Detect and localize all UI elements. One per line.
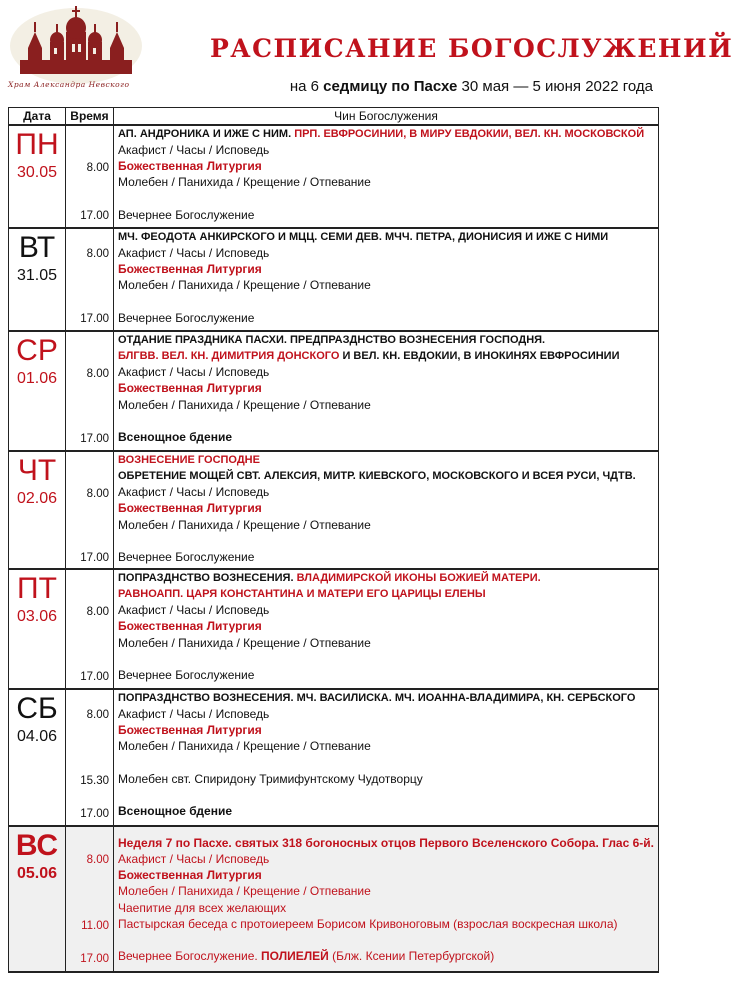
time-cell <box>66 826 114 972</box>
service-vespers: Вечернее Богослужение <box>118 667 255 682</box>
service-item: Акафист / Часы / Исповедь <box>118 603 270 618</box>
day-date: 31.05 <box>16 266 58 284</box>
time-value: 17.00 <box>80 551 109 564</box>
day-cell-sat <box>9 689 66 826</box>
day-of-week: СБ <box>16 691 58 725</box>
service-item: Акафист / Часы / Исповедь <box>118 365 270 380</box>
vespers-note: (Блж. Ксении Петербургской) <box>328 949 495 964</box>
service-liturgy: Божественная Литургия <box>118 723 262 738</box>
time-value: 8.00 <box>86 605 109 618</box>
service-item: Акафист / Часы / Исповедь <box>118 851 270 866</box>
service-item: Акафист / Часы / Исповедь <box>118 245 270 260</box>
day-of-week: ПТ <box>17 571 57 605</box>
time-value: 8.00 <box>86 487 109 500</box>
time-cell <box>66 331 114 451</box>
day-of-week: ВТ <box>18 230 56 264</box>
feast-title <box>118 126 658 142</box>
rite-cell <box>114 826 659 972</box>
feast-title-red: БЛГВВ. ВЕЛ. КН. ДИМИТРИЯ ДОНСКОГО <box>118 349 340 362</box>
service-vespers <box>118 948 658 964</box>
time-cell <box>66 451 114 569</box>
day-date: 04.06 <box>16 727 58 745</box>
table-row <box>9 569 659 689</box>
service-vespers: Вечернее Богослужение <box>118 207 255 222</box>
service-item: Молебен / Панихида / Крещение / Отпевание <box>118 397 371 412</box>
service-item: Молебен / Панихида / Крещение / Отпевание <box>118 739 371 754</box>
time-cell <box>66 228 114 331</box>
feast-title: ПОПРАЗДНСТВО ВОЗНЕСЕНИЯ. МЧ. ВАСИЛИСКА. МЧ. ИОАННА-ВЛАДИМИРА, КН. СЕРБСКОГО <box>118 691 636 704</box>
service-liturgy: Божественная Литургия <box>118 381 262 396</box>
time-value: 8.00 <box>86 161 109 174</box>
service-item: Акафист / Часы / Исповедь <box>118 485 270 500</box>
day-of-week: СР <box>16 333 58 367</box>
service-talk: Пастырская беседа с протоиереем Борисом Кривоноговым (взрослая воскресная школа) <box>118 916 618 931</box>
service-vigil: Всенощное бдение <box>118 803 233 818</box>
day-date: 05.06 <box>16 864 58 882</box>
service-item: Молебен / Панихида / Крещение / Отпевание <box>118 884 371 899</box>
day-date: 02.06 <box>16 489 58 507</box>
time-value: 15.30 <box>80 774 109 787</box>
time-value: 17.00 <box>80 670 109 683</box>
time-cell <box>66 689 114 826</box>
service-liturgy: Божественная Литургия <box>118 262 262 277</box>
day-of-week: ПН <box>15 127 59 161</box>
service-moleben-spiridon: Молебен свт. Спиридону Тримифунтскому Чудотворцу <box>118 771 423 786</box>
service-liturgy: Божественная Литургия <box>118 619 262 634</box>
page-subtitle <box>220 78 653 95</box>
time-cell <box>66 125 114 228</box>
service-item: Акафист / Часы / Исповедь <box>118 706 270 721</box>
time-value: 8.00 <box>86 853 109 866</box>
day-cell-thu <box>9 451 66 569</box>
feast-title-part: ПОПРАЗДНСТВО ВОЗНЕСЕНИЯ. <box>118 571 297 584</box>
table-row <box>9 331 659 451</box>
rite-cell <box>114 689 659 826</box>
table-header-row <box>9 108 659 125</box>
day-of-week: ЧТ <box>17 453 57 487</box>
polieley-label: ПОЛИЕЛЕЙ <box>261 949 329 964</box>
service-liturgy: Божественная Литургия <box>118 159 262 174</box>
service-vespers: Вечернее Богослужение <box>118 549 255 564</box>
vespers-text: Вечернее Богослужение. <box>118 949 262 964</box>
day-cell-tue <box>9 228 66 331</box>
service-tea: Чаепитие для всех желающих <box>118 900 287 915</box>
subtitle-prefix: на 6 <box>289 78 324 95</box>
column-header-time: Время <box>66 108 114 125</box>
subtitle-week: седмицу по Пасхе <box>323 78 458 95</box>
time-value: 17.00 <box>80 209 109 222</box>
feast-title-red: ВЛАДИМИРСКОЙ ИКОНЫ БОЖИЕЙ МАТЕРИ. <box>296 571 541 584</box>
service-item: Молебен / Панихида / Крещение / Отпевание <box>118 635 371 650</box>
feast-title-part: И ВЕЛ. КН. ЕВДОКИИ, В ИНОКИНЯХ ЕВФРОСИНИИ <box>339 349 620 362</box>
feast-title-red: ПРП. ЕВФРОСИНИИ, В МИРУ ЕВДОКИИ, ВЕЛ. КН. МОСКОВСКОЙ <box>294 127 645 140</box>
feast-title-red: Неделя 7 по Пасхе. святых 318 богоносных отцов Первого Вселенского Собора. Глас 6-й. <box>118 835 654 850</box>
rite-cell <box>114 125 659 228</box>
feast-title-red: ВОЗНЕСЕНИЕ ГОСПОДНЕ <box>118 453 260 466</box>
day-cell-sun <box>9 826 66 972</box>
page-title: РАСПИСАНИЕ БОГОСЛУЖЕНИЙ <box>210 34 733 63</box>
rite-cell <box>114 569 659 689</box>
time-value: 17.00 <box>80 807 109 820</box>
time-value: 17.00 <box>80 952 109 965</box>
table-row <box>9 228 659 331</box>
day-date: 01.06 <box>16 369 58 387</box>
time-value: 11.00 <box>81 919 109 932</box>
time-value: 17.00 <box>80 312 109 325</box>
feast-title <box>118 570 658 586</box>
service-vespers: Вечернее Богослужение <box>118 310 255 325</box>
rite-cell <box>114 451 659 569</box>
service-item: Акафист / Часы / Исповедь <box>118 142 270 157</box>
day-date: 30.05 <box>16 163 58 181</box>
table-row <box>9 689 659 826</box>
time-value: 8.00 <box>86 367 109 380</box>
service-liturgy: Божественная Литургия <box>118 501 262 516</box>
logo-caption: Храм Александра Невского <box>8 80 130 89</box>
time-value: 17.00 <box>80 432 109 445</box>
service-vigil: Всенощное бдение <box>118 429 233 444</box>
rite-cell <box>114 228 659 331</box>
day-date: 03.06 <box>16 607 58 625</box>
service-item: Молебен / Панихида / Крещение / Отпевание <box>118 278 371 293</box>
table-row <box>9 826 659 972</box>
rite-cell <box>114 331 659 451</box>
table-row <box>9 125 659 228</box>
feast-title <box>118 348 658 364</box>
time-value: 8.00 <box>86 247 109 260</box>
feast-title: ОТДАНИЕ ПРАЗДНИКА ПАСХИ. ПРЕДПРАЗДНСТВО ВОЗНЕСЕНИЯ ГОСПОДНЯ. <box>118 333 546 346</box>
feast-title: МЧ. ФЕОДОТА АНКИРСКОГО И МЦЦ. СЕМИ ДЕВ. МЧЧ. ПЕТРА, ДИОНИСИЯ И ИЖЕ С НИМИ <box>118 230 609 243</box>
day-cell-mon <box>9 125 66 228</box>
feast-title: ОБРЕТЕНИЕ МОЩЕЙ СВТ. АЛЕКСИЯ, МИТР. КИЕВСКОГО, МОСКОВСКОГО И ВСЕЯ РУСИ, ЧДТВ. <box>118 469 636 482</box>
column-header-rite: Чин Богослужения <box>114 108 659 125</box>
service-item: Молебен / Панихида / Крещение / Отпевание <box>118 175 371 190</box>
schedule-table <box>8 107 659 973</box>
time-value: 8.00 <box>86 708 109 721</box>
time-cell <box>66 569 114 689</box>
service-liturgy: Божественная Литургия <box>118 868 262 883</box>
subtitle-dates: 30 мая — 5 июня 2022 года <box>457 78 653 95</box>
feast-title-part: АП. АНДРОНИКА И ИЖЕ С НИМ. <box>118 127 295 140</box>
column-header-date: Дата <box>9 108 66 125</box>
service-item: Молебен / Панихида / Крещение / Отпевание <box>118 517 371 532</box>
day-cell-wed <box>9 331 66 451</box>
feast-title-red: РАВНОАПП. ЦАРЯ КОНСТАНТИНА И МАТЕРИ ЕГО ЦАРИЦЫ ЕЛЕНЫ <box>118 587 486 600</box>
day-of-week: ВС <box>15 828 59 862</box>
day-cell-fri <box>9 569 66 689</box>
table-row <box>9 451 659 569</box>
